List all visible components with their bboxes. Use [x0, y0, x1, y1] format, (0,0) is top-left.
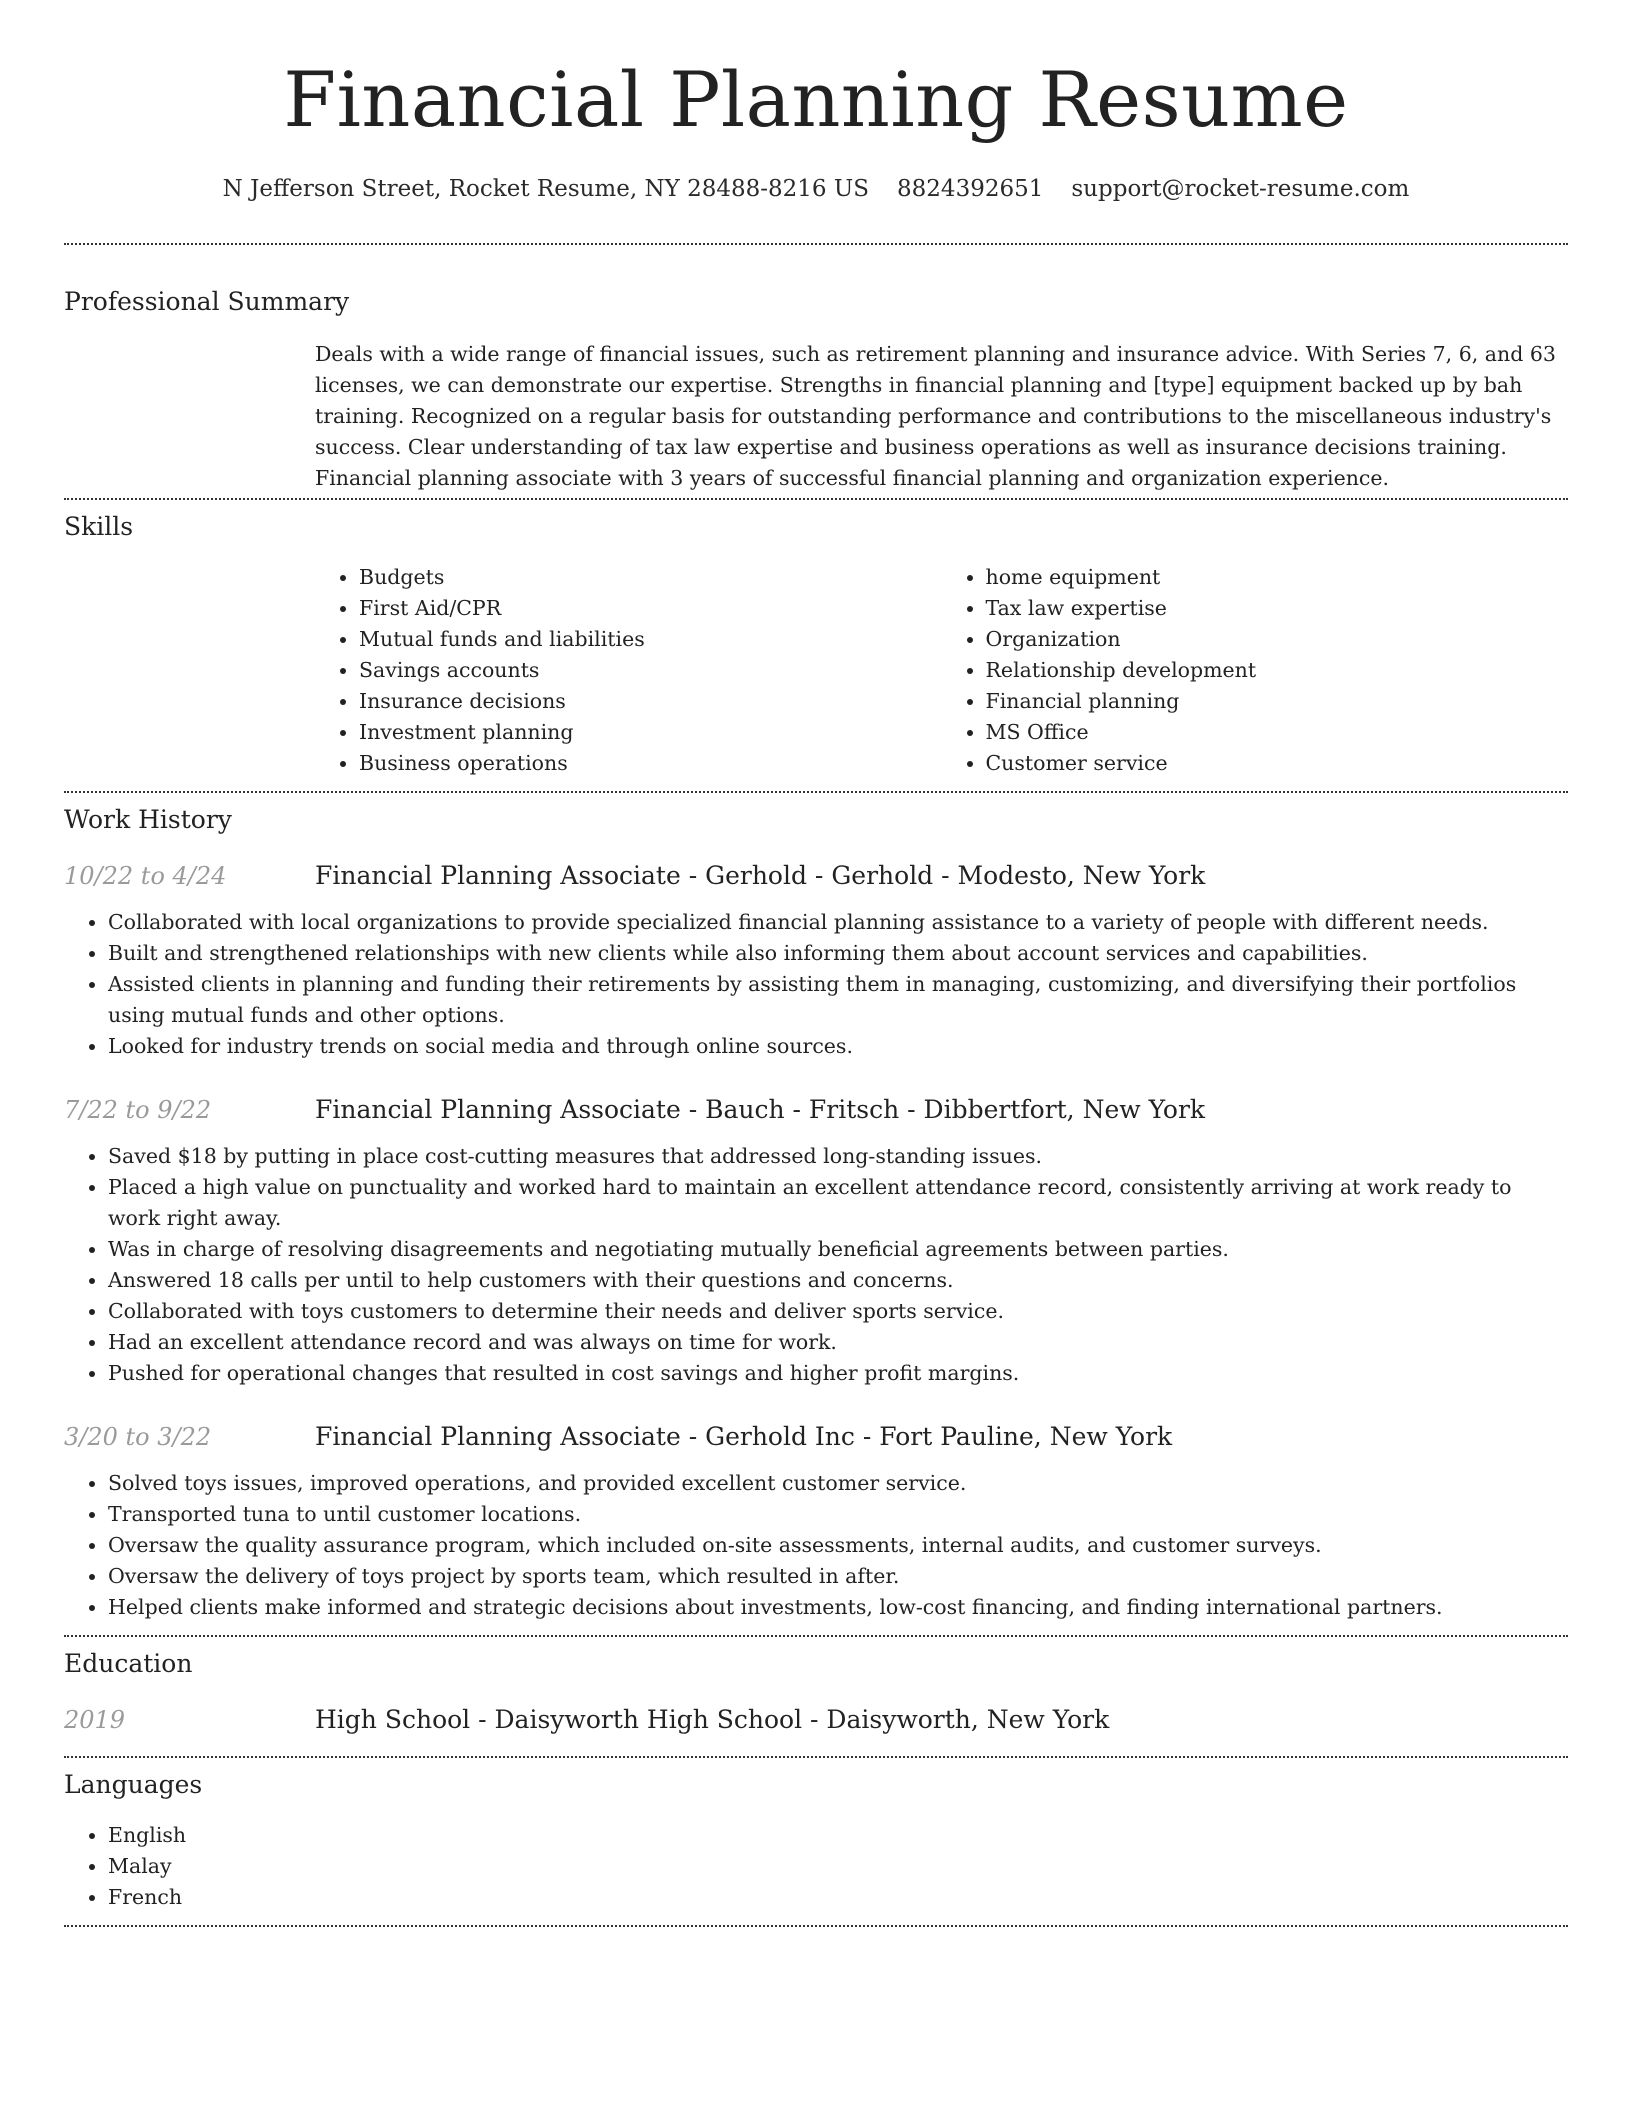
- job-dates: 10/22 to 4/24: [64, 862, 227, 890]
- job-bullet: • Collaborated with toys customers to determine their needs and deliver sports service.: [108, 1296, 1568, 1327]
- job-bullet: • Built and strengthened relationships with new clients while also informing them about account services and capabilities.: [108, 938, 1568, 969]
- job-bullet: • Transported tuna to until customer locations.: [108, 1499, 1568, 1530]
- job-dates: 7/22 to 9/22: [64, 1096, 212, 1124]
- summary-section: [64, 285, 1568, 494]
- job-bullet: • Had an excellent attendance record and was always on time for work.: [108, 1327, 1568, 1358]
- contact-address: N Jefferson Street, Rocket Resume, NY 28488-8216 US: [222, 176, 870, 202]
- skill-item: • Insurance decisions: [359, 686, 942, 717]
- resume-title: Financial Planning Resume: [283, 55, 1349, 144]
- summary-text: Deals with a wide range of financial issues, such as retirement planning and insurance advice. With Series 7, 6, and 63 licenses, we can demonstrate our expertise. Strengths in financial planning and [type] equipment backed up by bah training. Recognized on a regular basis for outstanding performance and contributions to the miscellaneous industry's success. Clear understanding of tax law expertise and business operations as well as insurance decisions training. Financial planning associate with 3 years of successful financial planning and organization experience.: [315, 342, 1556, 490]
- job-title: Financial Planning Associate - Bauch - Fritsch - Dibbertfort, New York: [315, 1095, 1206, 1124]
- skill-item: • Investment planning: [359, 717, 942, 748]
- job-bullet: • Assisted clients in planning and funding their retirements by assisting them in managing, customizing, and diversifying their portfolios using mutual funds and other options.: [108, 969, 1568, 1031]
- language-item: • Malay: [108, 1851, 1568, 1882]
- education-entry: [64, 1703, 1568, 1737]
- job-bullet: • Oversaw the quality assurance program, which included on-site assessments, internal audits, and customer surveys.: [108, 1530, 1568, 1561]
- education-year: 2019: [64, 1706, 126, 1734]
- skill-item: • Mutual funds and liabilities: [359, 624, 942, 655]
- skill-item: • MS Office: [986, 717, 1569, 748]
- skill-item: • First Aid/CPR: [359, 593, 942, 624]
- work-history-section: [64, 803, 1568, 1623]
- skills-section: [64, 510, 1568, 779]
- job-header: [64, 1420, 1568, 1454]
- languages-list: [64, 1820, 1568, 1913]
- skill-item: • Relationship development: [986, 655, 1569, 686]
- job-bullet: • Was in charge of resolving disagreements and negotiating mutually beneficial agreements between parties.: [108, 1234, 1568, 1265]
- job-bullet: • Collaborated with local organizations to provide specialized financial planning assistance to a variety of people with different needs.: [108, 907, 1568, 938]
- skill-item: • Customer service: [986, 748, 1569, 779]
- job-bullet: • Placed a high value on punctuality and worked hard to maintain an excellent attendance record, consistently arriving at work ready to work right away.: [108, 1172, 1568, 1234]
- education-section: [64, 1647, 1568, 1737]
- skill-item: • Financial planning: [986, 686, 1569, 717]
- job-bullet: • Answered 18 calls per until to help customers with their questions and concerns.: [108, 1265, 1568, 1296]
- job-bullet: • Oversaw the delivery of toys project by sports team, which resulted in after.: [108, 1561, 1568, 1592]
- skill-item: • Savings accounts: [359, 655, 942, 686]
- section-divider: [64, 243, 1568, 245]
- languages-section: [64, 1768, 1568, 1913]
- section-divider: [64, 498, 1568, 500]
- job-header: [64, 859, 1568, 893]
- job-header: [64, 1093, 1568, 1127]
- job-title: Financial Planning Associate - Gerhold - Gerhold - Modesto, New York: [315, 861, 1206, 890]
- skills-list-right: [942, 562, 1569, 779]
- section-divider: [64, 1756, 1568, 1758]
- skill-item: • Tax law expertise: [986, 593, 1569, 624]
- skill-item: • Business operations: [359, 748, 942, 779]
- section-divider: [64, 1925, 1568, 1927]
- job-bullet: • Saved $18 by putting in place cost-cutting measures that addressed long-standing issues.: [108, 1141, 1568, 1172]
- section-divider: [64, 1635, 1568, 1637]
- skill-item: • Budgets: [359, 562, 942, 593]
- contact-phone: 8824392651: [897, 176, 1044, 202]
- skill-item: • home equipment: [986, 562, 1569, 593]
- job-bullet: • Pushed for operational changes that resulted in cost savings and higher profit margins.: [108, 1358, 1568, 1389]
- job-bullet: • Helped clients make informed and strategic decisions about investments, low-cost financing, and finding international partners.: [108, 1592, 1568, 1623]
- job-bullets: [64, 1468, 1568, 1623]
- language-item: • French: [108, 1882, 1568, 1913]
- work-history-heading: Work History: [64, 805, 232, 834]
- job-dates: 3/20 to 3/22: [64, 1423, 212, 1451]
- job-bullets: [64, 1141, 1568, 1389]
- contact-line: [64, 172, 1568, 206]
- languages-heading: Languages: [64, 1770, 203, 1799]
- education-school: High School - Daisyworth High School - Daisyworth, New York: [315, 1705, 1110, 1734]
- job-bullets: [64, 907, 1568, 1062]
- skills-grid: [315, 562, 1568, 779]
- summary-heading: Professional Summary: [64, 287, 350, 316]
- section-divider: [64, 791, 1568, 793]
- job-bullet: • Looked for industry trends on social media and through online sources.: [108, 1031, 1568, 1062]
- job-title: Financial Planning Associate - Gerhold Inc - Fort Pauline, New York: [315, 1422, 1173, 1451]
- skills-heading: Skills: [64, 512, 134, 541]
- job-entry: [64, 859, 1568, 1062]
- skills-list-left: [315, 562, 942, 779]
- job-entry: [64, 1420, 1568, 1623]
- job-bullet: • Solved toys issues, improved operations, and provided excellent customer service.: [108, 1468, 1568, 1499]
- resume-page: [64, 0, 1568, 1927]
- skill-item: • Organization: [986, 624, 1569, 655]
- contact-email: support@rocket-resume.com: [1071, 176, 1410, 202]
- education-heading: Education: [64, 1649, 193, 1678]
- language-item: • English: [108, 1820, 1568, 1851]
- job-entry: [64, 1093, 1568, 1389]
